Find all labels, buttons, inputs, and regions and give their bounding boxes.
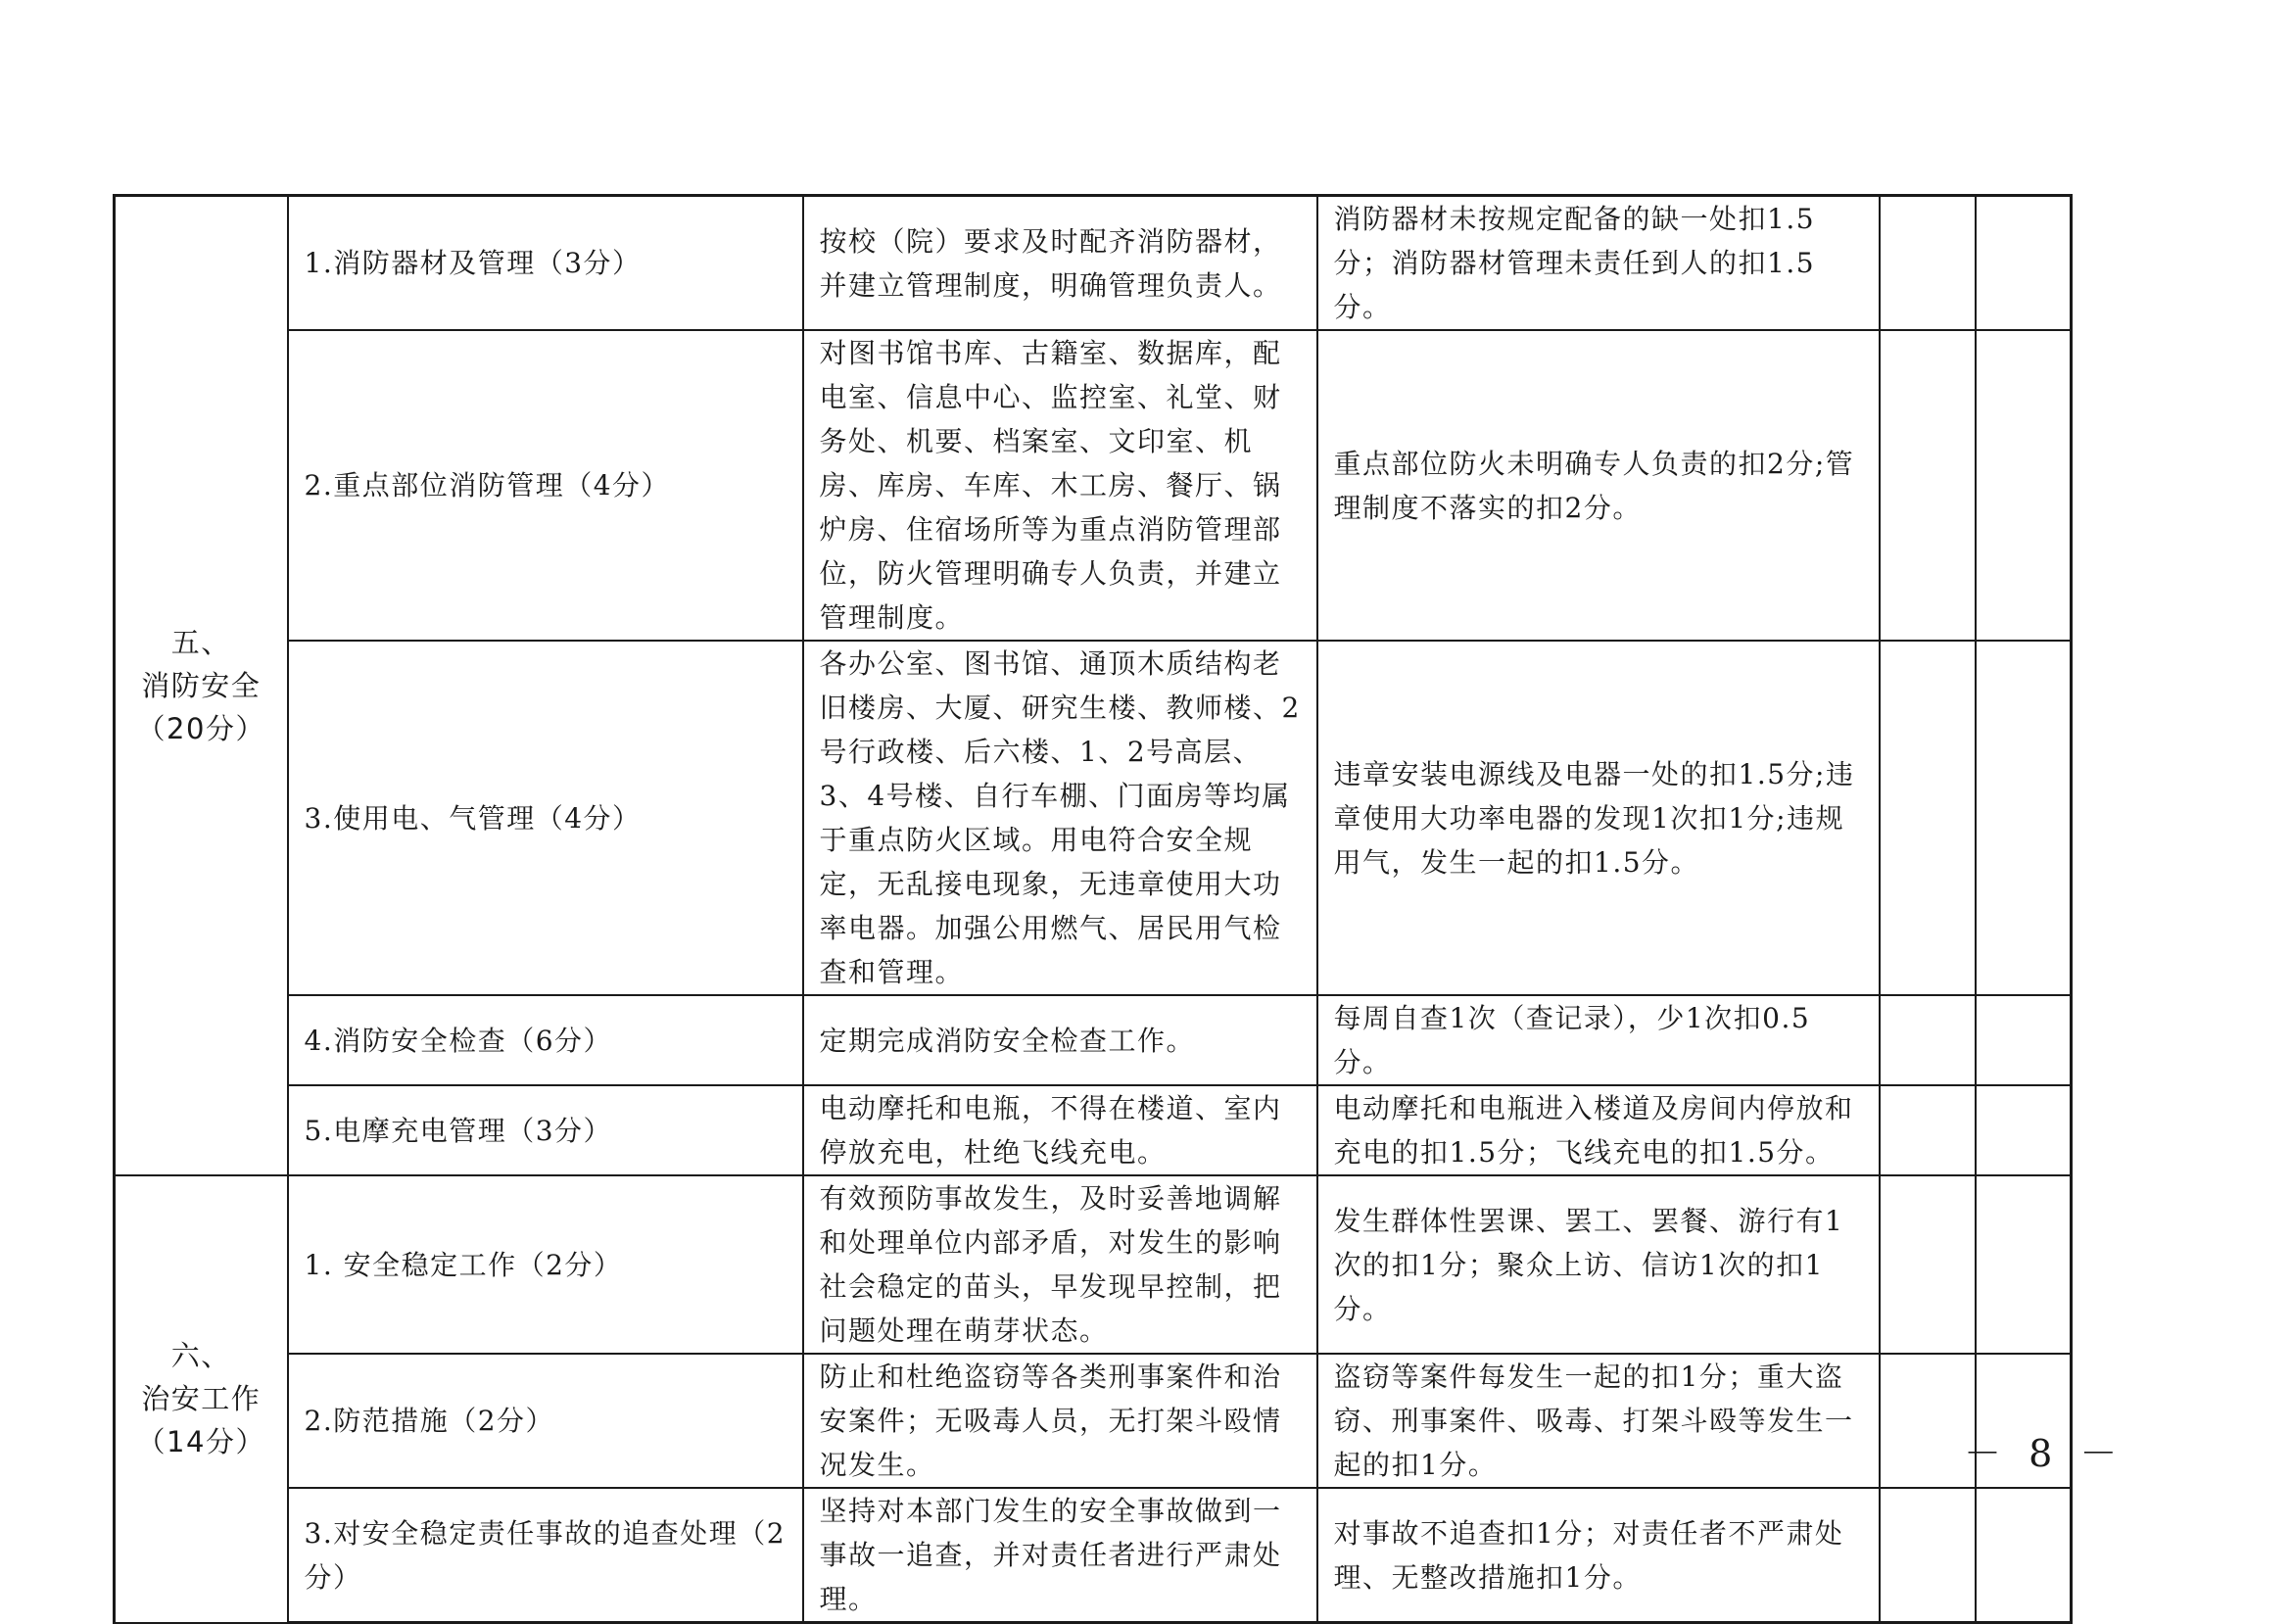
category-cell [115, 1175, 288, 1623]
category-points: （14分） [136, 1425, 265, 1459]
deduction-cell: 违章安装电源线及电器一处的扣1.5分;违章使用大功率电器的发现1次扣1分;违规用气，发生一起的扣1.5分。 [1317, 641, 1880, 995]
self-score-cell [1880, 1488, 1976, 1623]
deduction-cell: 消防器材未按规定配备的缺一处扣1.5分；消防器材管理未责任到人的扣1.5分。 [1317, 196, 1880, 331]
self-score-cell [1880, 995, 1976, 1085]
item-cell: 3.使用电、气管理（4分） [288, 641, 803, 995]
category-number: 六、 [170, 1339, 231, 1373]
self-score-cell [1880, 1354, 1976, 1488]
category-name: 治安工作 [141, 1382, 262, 1416]
item-cell: 5.电摩充电管理（3分） [288, 1085, 803, 1175]
table-row [115, 196, 2072, 331]
item-cell: 1. 安全稳定工作（2分） [288, 1175, 803, 1354]
item-cell: 3.对安全稳定责任事故的追查处理（2分） [288, 1488, 803, 1623]
self-score-cell [1880, 641, 1976, 995]
table-row [115, 995, 2072, 1085]
item-cell: 2.重点部位消防管理（4分） [288, 330, 803, 641]
final-score-cell [1976, 1175, 2072, 1354]
table-row [115, 641, 2072, 995]
requirement-cell: 坚持对本部门发生的安全事故做到一事故一追查，并对责任者进行严肃处理。 [803, 1488, 1317, 1623]
requirement-cell: 按校（院）要求及时配齐消防器材，并建立管理制度，明确管理负责人。 [803, 196, 1317, 331]
requirement-cell: 各办公室、图书馆、通顶木质结构老旧楼房、大厦、研究生楼、教师楼、2号行政楼、后六楼、1、2号高层、3、4号楼、自行车棚、门面房等均属于重点防火区域。用电符合安全规定，无乱接电现象，无违章使用大功率电器。加强公用燃气、居民用气检查和管理。 [803, 641, 1317, 995]
item-cell: 1.消防器材及管理（3分） [288, 196, 803, 331]
category-points: （20分） [136, 712, 265, 745]
self-score-cell [1880, 196, 1976, 331]
requirement-cell: 定期完成消防安全检查工作。 [803, 995, 1317, 1085]
self-score-cell [1880, 330, 1976, 641]
table-row [115, 1175, 2072, 1354]
requirement-cell: 防止和杜绝盗窃等各类刑事案件和治安案件；无吸毒人员，无打架斗殴情况发生。 [803, 1354, 1317, 1488]
final-score-cell [1976, 641, 2072, 995]
item-cell: 4.消防安全检查（6分） [288, 995, 803, 1085]
final-score-cell [1976, 196, 2072, 331]
assessment-table [113, 194, 2073, 1624]
deduction-cell: 对事故不追查扣1分；对责任者不严肃处理、无整改措施扣1分。 [1317, 1488, 1880, 1623]
requirement-cell: 电动摩托和电瓶，不得在楼道、室内停放充电，杜绝飞线充电。 [803, 1085, 1317, 1175]
table-row [115, 1354, 2072, 1488]
page-number: － 8 － [1964, 1432, 2125, 1475]
item-cell: 2.防范措施（2分） [288, 1354, 803, 1488]
deduction-cell: 电动摩托和电瓶进入楼道及房间内停放和充电的扣1.5分；飞线充电的扣1.5分。 [1317, 1085, 1880, 1175]
requirement-cell: 对图书馆书库、古籍室、数据库，配电室、信息中心、监控室、礼堂、财务处、机要、档案室、文印室、机房、库房、车库、木工房、餐厅、锅炉房、住宿场所等为重点消防管理部位，防火管理明确专人负责，并建立管理制度。 [803, 330, 1317, 641]
deduction-cell: 每周自查1次（查记录），少1次扣0.5分。 [1317, 995, 1880, 1085]
table-row [115, 1488, 2072, 1623]
final-score-cell [1976, 330, 2072, 641]
category-cell [115, 196, 288, 1176]
self-score-cell [1880, 1175, 1976, 1354]
deduction-cell: 重点部位防火未明确专人负责的扣2分;管理制度不落实的扣2分。 [1317, 330, 1880, 641]
final-score-cell [1976, 1488, 2072, 1623]
final-score-cell [1976, 1085, 2072, 1175]
table-row [115, 330, 2072, 641]
final-score-cell [1976, 995, 2072, 1085]
table-row [115, 1085, 2072, 1175]
requirement-cell: 有效预防事故发生，及时妥善地调解和处理单位内部矛盾，对发生的影响社会稳定的苗头，早发现早控制，把问题处理在萌芽状态。 [803, 1175, 1317, 1354]
category-number: 五、 [170, 626, 231, 659]
deduction-cell: 发生群体性罢课、罢工、罢餐、游行有1次的扣1分；聚众上访、信访1次的扣1分。 [1317, 1175, 1880, 1354]
category-name: 消防安全 [141, 669, 262, 702]
self-score-cell [1880, 1085, 1976, 1175]
deduction-cell: 盗窃等案件每发生一起的扣1分；重大盗窃、刑事案件、吸毒、打架斗殴等发生一起的扣1分。 [1317, 1354, 1880, 1488]
